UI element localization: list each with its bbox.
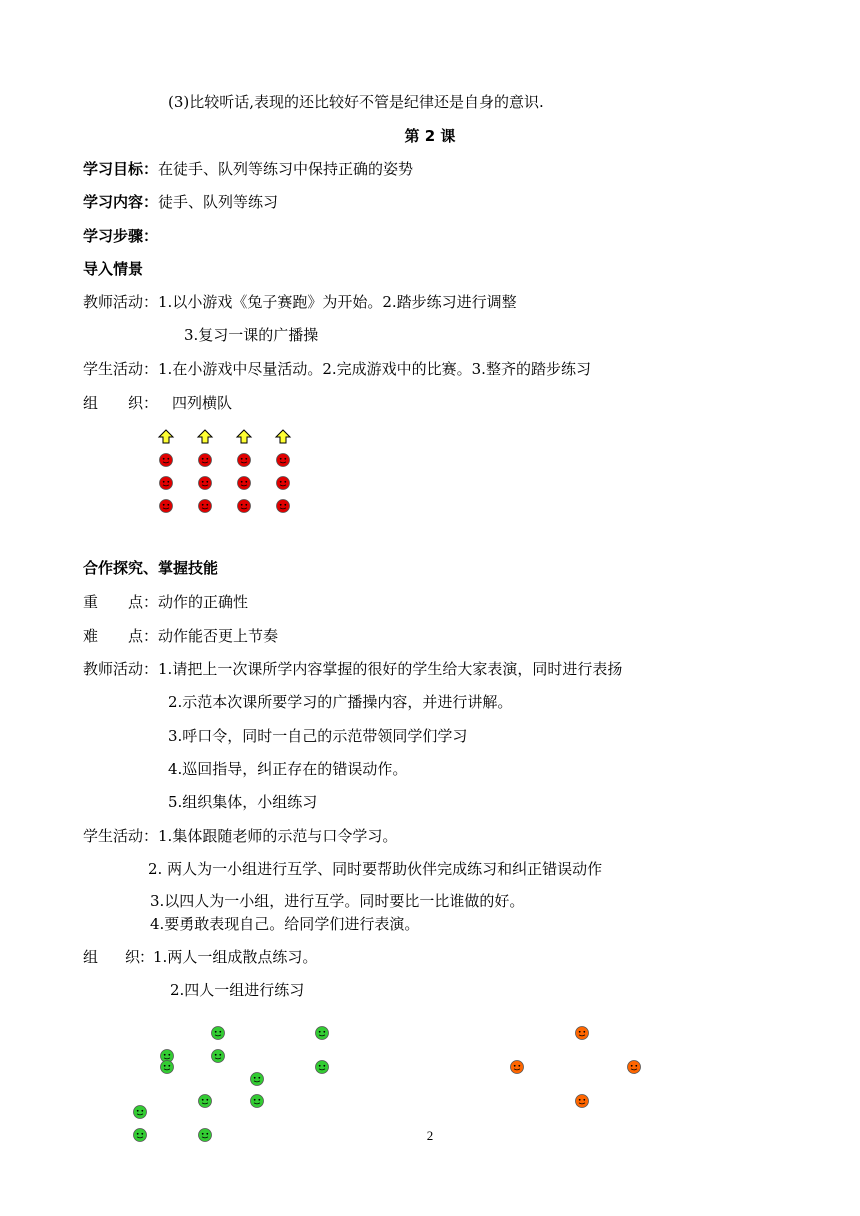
teacher-activity-2-item: 3.呼口令，同时一自己的示范带领同学们学习 bbox=[168, 727, 468, 745]
pair-student-icon bbox=[212, 1027, 225, 1040]
student-face-icon bbox=[199, 477, 212, 490]
student-face-icon bbox=[238, 500, 251, 513]
key-point-text: 动作的正确性 bbox=[158, 593, 249, 611]
key-point-label: 重 点： bbox=[83, 593, 159, 611]
student-face-icon bbox=[277, 454, 290, 467]
student-activity-2-item: 3.以四人为一小组，进行互学。同时要比一比谁做的好。 bbox=[150, 892, 525, 910]
pair-student-icon bbox=[251, 1073, 264, 1086]
group-student-icon bbox=[511, 1061, 524, 1074]
student-face-icon bbox=[277, 500, 290, 513]
scatter-group-formation bbox=[134, 1027, 641, 1142]
teacher-activity-2-item: 1.请把上一次课所学内容掌握的很好的学生给大家表演，同时进行表扬 bbox=[158, 660, 623, 678]
group-student-icon bbox=[576, 1095, 589, 1108]
student-activity-1-label: 学生活动： bbox=[83, 360, 159, 378]
lesson-title: 第 2 课 bbox=[404, 127, 456, 145]
organization-2 bbox=[83, 947, 317, 967]
teacher-activity-1-label: 教师活动： bbox=[83, 293, 159, 311]
student-activity-2 bbox=[83, 826, 397, 846]
pair-student-icon bbox=[212, 1050, 225, 1063]
student-face-icon bbox=[160, 477, 173, 490]
teacher-activity-2-item: 5.组织集体，小组练习 bbox=[168, 793, 318, 811]
key-point bbox=[83, 592, 248, 612]
student-activity-2-label: 学生活动： bbox=[83, 827, 159, 845]
goal-label: 学习目标： bbox=[83, 160, 159, 178]
teacher-activity-1-line2: 3.复习一课的广播操 bbox=[184, 326, 319, 344]
organization-2-line1: 1.两人一组成散点练习。 bbox=[153, 948, 318, 966]
student-activity-1-line1: 1.在小游戏中尽量活动。2.完成游戏中的比赛。3.整齐的踏步练习 bbox=[158, 360, 591, 378]
student-face-icon bbox=[238, 477, 251, 490]
steps-label: 学习步骤： bbox=[83, 227, 159, 245]
organization-1-label: 组 织： bbox=[83, 394, 159, 412]
direction-arrow-icon bbox=[159, 430, 173, 443]
student-face-icon bbox=[238, 454, 251, 467]
organization-1-text: 四列横队 bbox=[172, 394, 233, 412]
pair-student-icon bbox=[161, 1061, 174, 1074]
student-face-icon bbox=[160, 500, 173, 513]
direction-arrow-icon bbox=[276, 430, 290, 443]
pair-student-icon bbox=[199, 1095, 212, 1108]
teacher-activity-2-label: 教师活动： bbox=[83, 660, 159, 678]
pair-student-icon bbox=[316, 1027, 329, 1040]
direction-arrow-icon bbox=[237, 430, 251, 443]
pair-student-icon bbox=[251, 1095, 264, 1108]
group-student-icon bbox=[576, 1027, 589, 1040]
student-activity-2-item: 2. 两人为一小组进行互学、同时要帮助伙伴完成练习和纠正错误动作 bbox=[148, 860, 603, 878]
four-column-formation bbox=[159, 430, 290, 513]
section-intro-title: 导入情景 bbox=[83, 260, 144, 278]
organization-2-line2: 2.四人一组进行练习 bbox=[170, 981, 305, 999]
content-text: 徒手、队列等练习 bbox=[158, 193, 279, 211]
group-student-icon bbox=[628, 1061, 641, 1074]
intro-item-3: (3)比较听话,表现的还比较好不管是纪律还是自身的意识. bbox=[168, 93, 544, 111]
teacher-activity-2-item: 4.巡回指导，纠正存在的错误动作。 bbox=[168, 760, 408, 778]
page-number: 2 bbox=[426, 1128, 434, 1143]
difficulty-text: 动作能否更上节奏 bbox=[158, 627, 279, 645]
section-practice-title: 合作探究、掌握技能 bbox=[83, 559, 219, 577]
pair-student-icon bbox=[316, 1061, 329, 1074]
student-face-icon bbox=[160, 454, 173, 467]
difficulty-label: 难 点： bbox=[83, 627, 159, 645]
student-activity-2-item: 4.要勇敢表现自己。给同学们进行表演。 bbox=[150, 915, 420, 933]
direction-arrow-icon bbox=[198, 430, 212, 443]
content-label: 学习内容： bbox=[83, 193, 159, 211]
student-face-icon bbox=[199, 500, 212, 513]
pair-student-icon bbox=[134, 1106, 147, 1119]
teacher-activity-1-line1: 1.以小游戏《兔子赛跑》为开始。2.踏步练习进行调整 bbox=[158, 293, 517, 311]
teacher-activity-2-item: 2.示范本次课所要学习的广播操内容，并进行讲解。 bbox=[168, 693, 513, 711]
teacher-activity-2 bbox=[83, 659, 622, 679]
organization-2-label: 组 织： bbox=[83, 948, 154, 966]
goal-text: 在徒手、队列等练习中保持正确的姿势 bbox=[158, 160, 414, 178]
student-activity-2-item: 1.集体跟随老师的示范与口令学习。 bbox=[158, 827, 398, 845]
student-face-icon bbox=[199, 454, 212, 467]
difficulty-point bbox=[83, 626, 278, 646]
student-face-icon bbox=[277, 477, 290, 490]
